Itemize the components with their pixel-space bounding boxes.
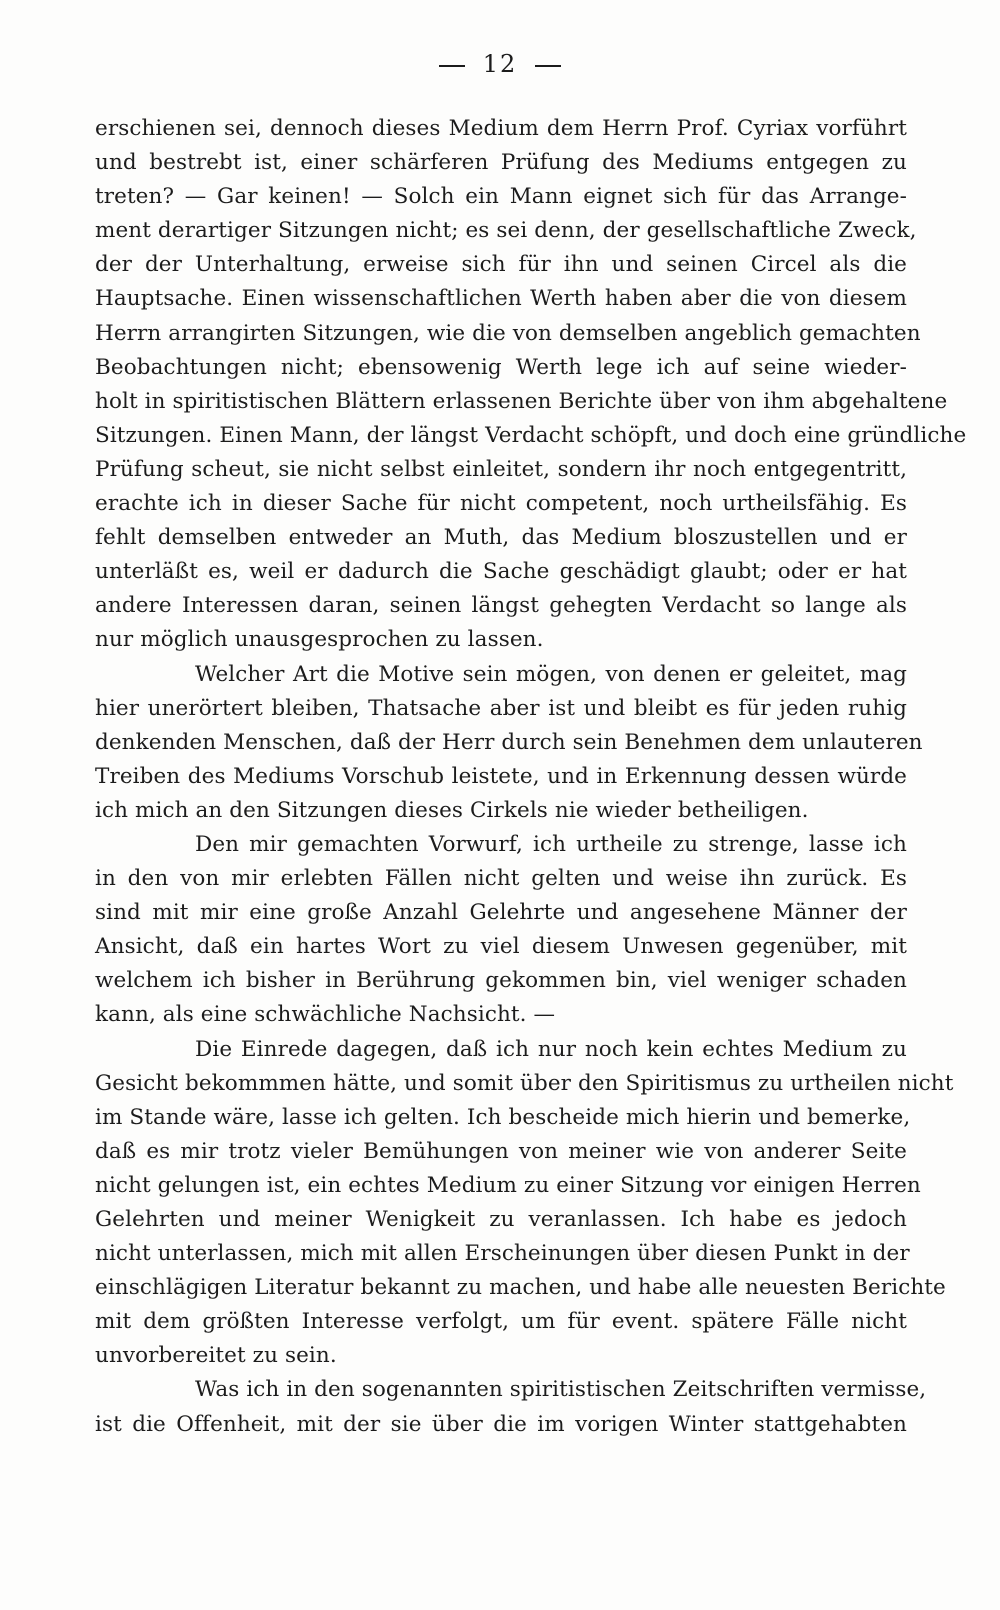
text-line: Welcher Art die Motive sein mögen, von denen er geleitet, mag (195, 661, 907, 687)
page-number-dash-left (439, 65, 465, 67)
text-line: mit dem größten Interesse verfolgt, um für event. spätere Fälle nicht (95, 1309, 907, 1335)
text-line: erschienen sei, dennoch dieses Medium dem Herrn Prof. Cyriax vorführt (95, 116, 907, 141)
page-number-text: 12 (482, 50, 518, 78)
text-line: daß es mir trotz vieler Bemühungen von meiner wie von anderer Seite (95, 1138, 907, 1164)
text-line: nicht unterlassen, mich mit allen Erscheinungen über diesen Punkt in der (95, 1241, 910, 1267)
text-line: hier unerörtert bleiben, Thatsache aber ist und bleibt es für jeden ruhig (95, 695, 907, 721)
text-line: nicht gelungen ist, ein echtes Medium zu einer Sitzung vor einigen Herren (95, 1172, 921, 1198)
text-line: holt in spiritistischen Blättern erlassenen Berichte über von ihm abgehaltene (95, 388, 948, 414)
text-line: im Stande wäre, lasse ich gelten. Ich bescheide mich hierin und bemerke, (95, 1104, 911, 1130)
text-line: unterläßt es, weil er dadurch die Sache geschädigt glaubt; oder er hat (95, 559, 907, 585)
page-number-dash-right (535, 65, 561, 67)
text-line: nur möglich unausgesprochen zu lassen. (95, 627, 544, 653)
text-line: ich mich an den Sitzungen dieses Cirkels nie wieder betheiligen. (95, 797, 809, 823)
text-line: andere Interessen daran, seinen längst gehegten Verdacht so lange als (95, 593, 907, 619)
text-line: kann, als eine schwächliche Nachsicht. — (95, 1002, 556, 1028)
text-line: treten? — Gar keinen! — Solch ein Mann eignet sich für das Arrange- (95, 184, 907, 210)
text-line: Sitzungen. Einen Mann, der längst Verdacht schöpft, und doch eine gründliche (95, 422, 967, 448)
text-line: welchem ich bisher in Berührung gekommen bin, viel weniger schaden (95, 968, 907, 994)
text-line: fehlt demselben entweder an Muth, das Medium bloszustellen und er (95, 525, 907, 551)
text-line: Herrn arrangirten Sitzungen, wie die von demselben angeblich gemachten (95, 320, 921, 346)
text-line: der der Unterhaltung, erweise sich für ihn und seinen Circel als die (95, 252, 907, 278)
text-line: Ansicht, daß ein hartes Wort zu viel diesem Unwesen gegenüber, mit (95, 934, 907, 960)
paragraph (95, 1033, 954, 1374)
paragraph (95, 112, 967, 658)
text-line: einschlägigen Literatur bekannt zu machen, und habe alle neuesten Berichte (95, 1275, 946, 1301)
text-line: Die Einrede dagegen, daß ich nur noch kein echtes Medium zu (195, 1036, 907, 1062)
text-line: in den von mir erlebten Fällen nicht gelten und weise ihn zurück. Es (95, 866, 907, 892)
text-line: Gesicht bekommmen hätte, und somit über den Spiritismus zu urtheilen nicht (95, 1070, 954, 1096)
text-line: denkenden Menschen, daß der Herr durch sein Benehmen dem unlauteren (95, 729, 923, 755)
paragraph (95, 1373, 927, 1441)
paragraph (95, 828, 907, 1033)
text-line: erachte ich in dieser Sache für nicht competent, noch urtheilsfähig. Es (95, 491, 907, 517)
text-line: Hauptsache. Einen wissenschaftlichen Werth haben aber die von diesem (95, 286, 907, 312)
text-line: Gelehrten und meiner Wenigkeit zu veranlassen. Ich habe es jedoch (95, 1207, 907, 1232)
body-text (95, 112, 967, 1442)
text-line: Was ich in den sogenannten spiritistischen Zeitschriften vermisse, (195, 1377, 927, 1403)
text-line: Beobachtungen nicht; ebensowenig Werth lege ich auf seine wieder- (95, 354, 907, 380)
text-line: ist die Offenheit, mit der sie über die im vorigen Winter stattgehabten (95, 1411, 907, 1437)
paragraph (95, 658, 923, 828)
text-line: und bestrebt ist, einer schärferen Prüfung des Mediums entgegen zu (95, 150, 907, 176)
text-line: ment derartiger Sitzungen nicht; es sei denn, der gesellschaftliche Zweck, (95, 218, 917, 244)
text-line: Prüfung scheut, sie nicht selbst einleitet, sondern ihr noch entgegentritt, (95, 456, 907, 482)
text-line: Treiben des Mediums Vorschub leistete, und in Erkennung dessen würde (95, 763, 907, 789)
text-line: Den mir gemachten Vorwurf, ich urtheile zu strenge, lasse ich (195, 831, 907, 857)
text-line: sind mit mir eine große Anzahl Gelehrte und angesehene Männer der (95, 900, 907, 926)
page-number (0, 52, 1000, 76)
text-line: unvorbereitet zu sein. (95, 1343, 337, 1369)
